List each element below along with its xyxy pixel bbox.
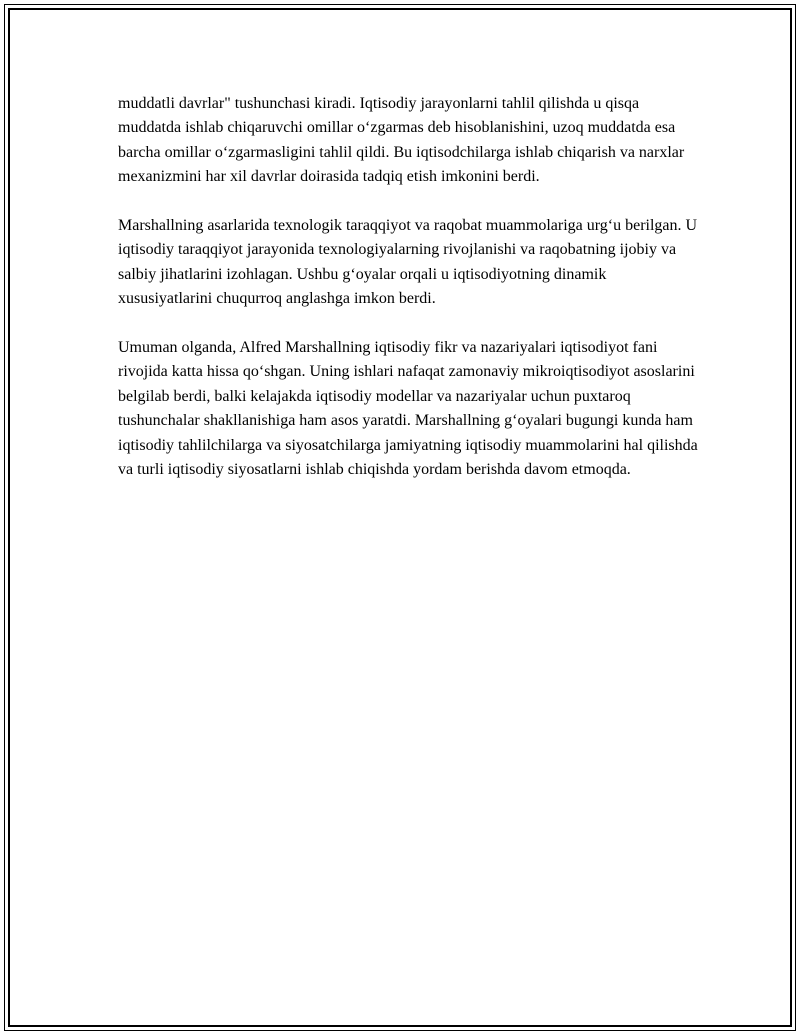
paragraph-3: Umuman olganda, Alfred Marshallning iqtisodiy fikr va nazariyalari iqtisodiyot fani rivojida katta hissa qo‘shgan. Uning ishlari nafaqat zamonaviy mikroiqtisodiyot asoslarini belgilab berdi, balki kelajakda iqtisodiy modellar va nazariyalar uchun puxtaroq tushunchalar shakllanishiga ham asos yaratdi. Marshallning g‘oyalari bugungi kunda ham iqtisodiy tahlilchilarga va siyosatchilarga jamiyatning iqtisodiy muammolarini hal qilishda va turli iqtisodiy siyosatlarni ishlab chiqishda yordam berishda davom etmoqda. (118, 339, 698, 479)
document-body (118, 92, 698, 507)
paragraph-2: Marshallning asarlarida texnologik taraqqiyot va raqobat muammolariga urg‘u berilgan. U iqtisodiy taraqqiyot jarayonida texnologiyalarning rivojlanishi va raqobatning ijobiy va salbiy jihatlarini izohlagan. Ushbu g‘oyalar orqali u iqtisodiyotning dinamik xususiyatlarini chuqurroq anglashga imkon berdi. (118, 217, 698, 308)
paragraph-1: muddatli davrlar" tushunchasi kiradi. Iqtisodiy jarayonlarni tahlil qilishda u qisqa muddatda ishlab chiqaruvchi omillar o‘zgarmas deb hisoblanishini, uzoq muddatda esa barcha omillar o‘zgarmasligini tahlil qildi. Bu iqtisodchilarga ishlab chiqarish va narxlar mexanizmini har xil davrlar doirasida tadqiq etish imkonini berdi. (118, 95, 685, 186)
